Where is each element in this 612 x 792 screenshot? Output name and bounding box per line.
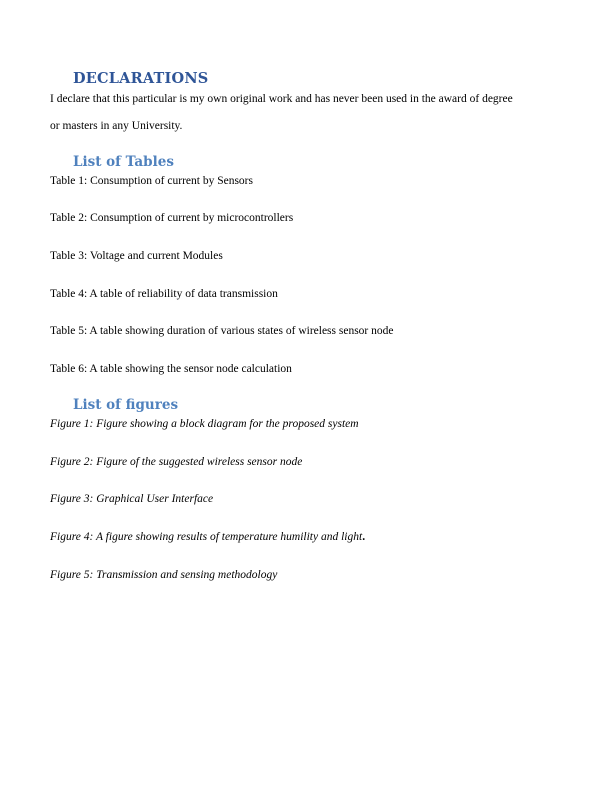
figure-entry-2: Figure 2: Figure of the suggested wireless sensor node — [50, 456, 303, 468]
table-entry-3: Table 3: Voltage and current Modules — [50, 250, 223, 262]
declaration-text-line-2: or masters in any University. — [50, 120, 183, 132]
declaration-text-line-1: I declare that this particular is my own original work and has never been used in the award of degree — [50, 93, 513, 105]
figure-entry-3: Figure 3: Graphical User Interface — [50, 493, 214, 505]
declarations-heading: DECLARATIONS — [73, 70, 209, 87]
figure-entry-4-period: . — [362, 531, 366, 543]
figure-entry-4-text: Figure 4: A figure showing results of temperature humility and light — [50, 531, 363, 543]
table-entry-5: Table 5: A table showing duration of various states of wireless sensor node — [50, 325, 394, 337]
figure-entry-4 — [50, 530, 365, 544]
list-of-tables-heading: List of Tables — [73, 154, 174, 170]
figure-entry-1: Figure 1: Figure showing a block diagram for the proposed system — [50, 418, 359, 430]
table-entry-4: Table 4: A table of reliability of data transmission — [50, 288, 278, 300]
list-of-figures-heading: List of figures — [73, 397, 179, 413]
table-entry-1: Table 1: Consumption of current by Sensors — [50, 175, 253, 187]
figure-entry-5: Figure 5: Transmission and sensing methodology — [50, 569, 278, 581]
table-entry-2: Table 2: Consumption of current by microcontrollers — [50, 212, 294, 224]
table-entry-6: Table 6: A table showing the sensor node calculation — [50, 363, 292, 375]
